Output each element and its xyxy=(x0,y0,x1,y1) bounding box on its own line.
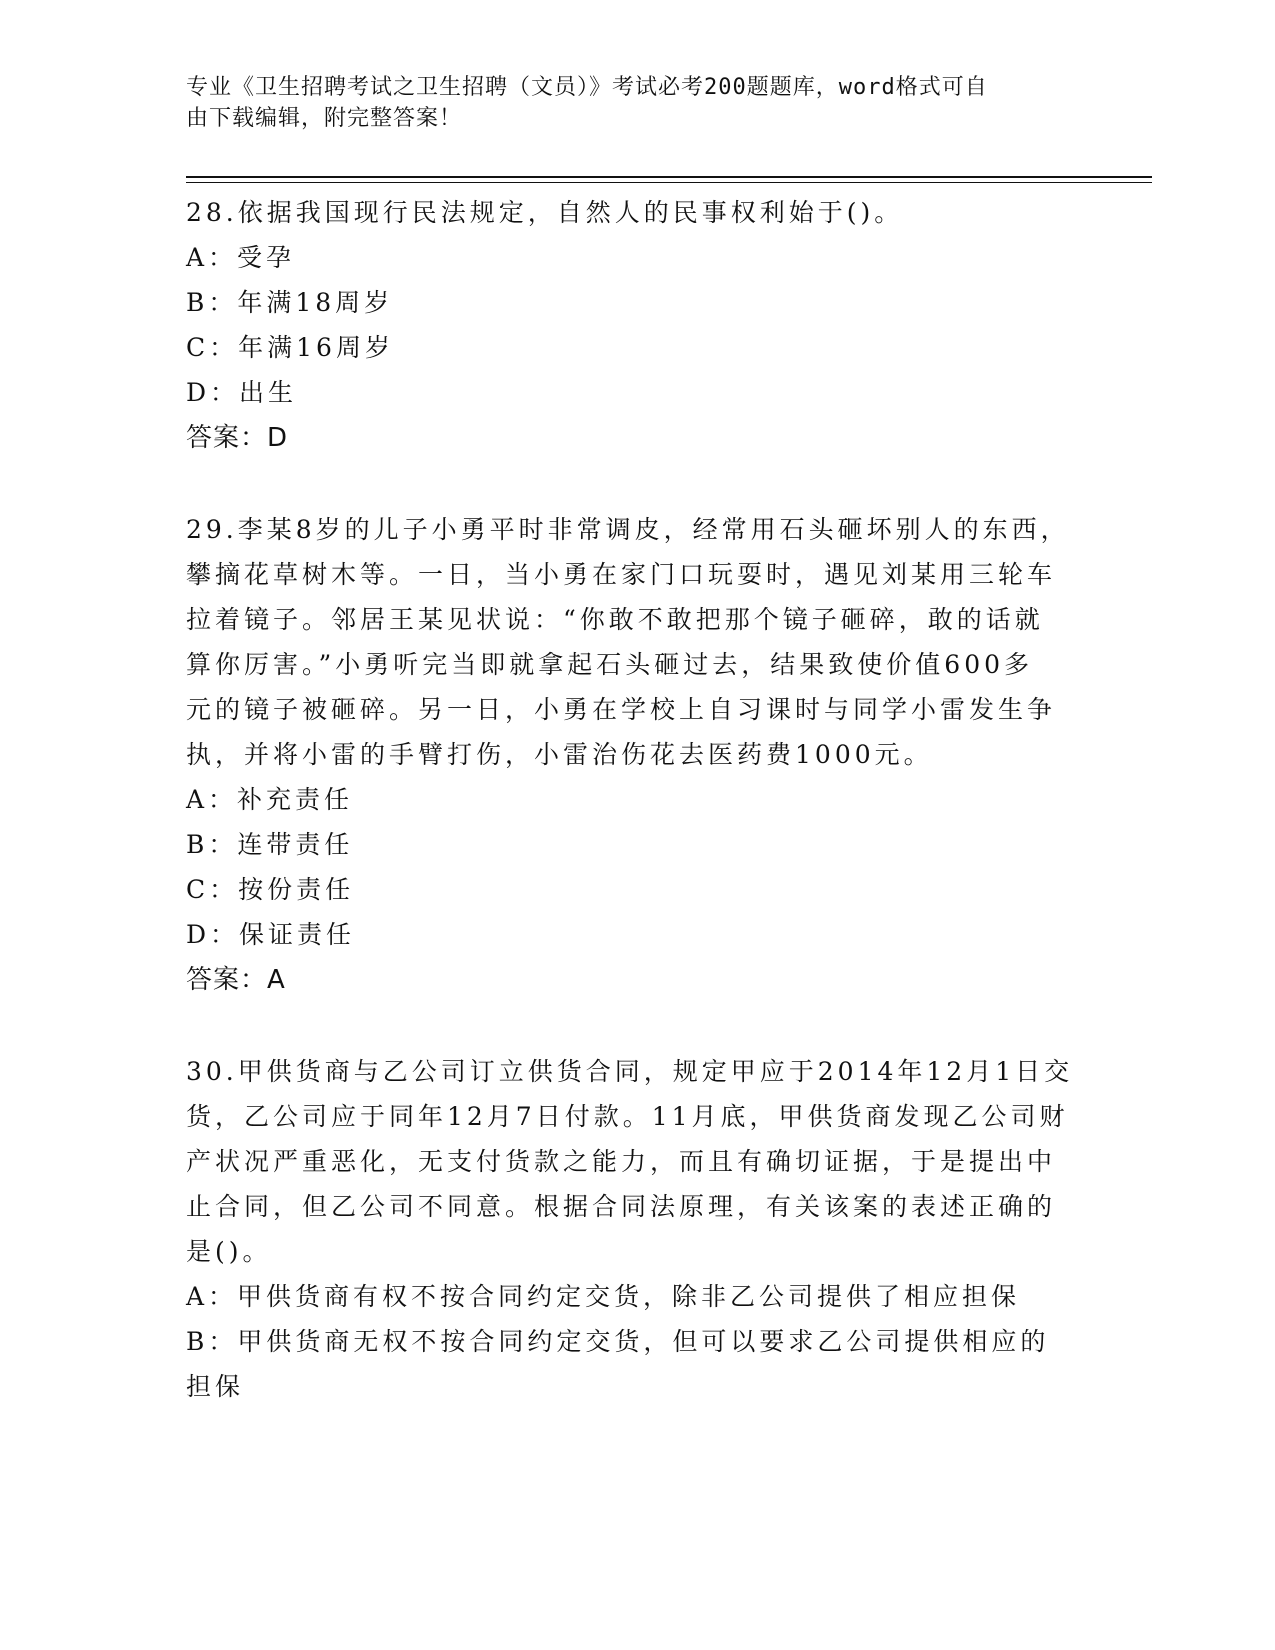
question-stem-line: 30.甲供货商与乙公司订立供货合同，规定甲应于2014年12月1日交 xyxy=(186,1057,1074,1086)
question-stem-line: 执，并将小雷的手臂打伤，小雷治伤花去医药费1000元。 xyxy=(186,740,933,769)
question-stem-line: 是()。 xyxy=(186,1237,272,1266)
question-stem-line: 29.李某8岁的儿子小勇平时非常调皮，经常用石头砸坏别人的东西， xyxy=(186,515,1070,544)
option-a: A：甲供货商有权不按合同约定交货，除非乙公司提供了相应担保 xyxy=(186,1282,1021,1311)
question-stem-line: 货，乙公司应于同年12月7日付款。11月底，甲供货商发现乙公司财 xyxy=(186,1102,1069,1131)
header-line-2: 由下载编辑，附完整答案！ xyxy=(186,106,463,131)
answer: 答案：A xyxy=(186,965,286,995)
question-stem: 28.依据我国现行民法规定，自然人的民事权利始于()。 xyxy=(186,198,904,227)
question-list xyxy=(186,190,1074,1455)
option-d: D：保证责任 xyxy=(186,920,356,949)
answer: 答案：D xyxy=(186,423,289,453)
option-c: C：按份责任 xyxy=(186,875,355,904)
question-28 xyxy=(186,190,1066,461)
option-d: D：出生 xyxy=(186,378,298,407)
header-divider-thin xyxy=(186,182,1152,183)
question-30 xyxy=(186,1049,1074,1409)
question-stem-line: 元的镜子被砸碎。另一日，小勇在学校上自习课时与同学小雷发生争 xyxy=(186,695,1057,724)
question-stem-line: 产状况严重恶化，无支付货款之能力，而且有确切证据，于是提出中 xyxy=(186,1147,1057,1176)
option-c: C：年满16周岁 xyxy=(186,333,394,362)
question-29 xyxy=(186,507,1070,1003)
document-header xyxy=(186,72,1056,134)
option-a: A：受孕 xyxy=(186,243,296,272)
header-line-1: 专业《卫生招聘考试之卫生招聘（文员）》考试必考200题题库，word格式可自 xyxy=(186,75,988,100)
option-a: A：补充责任 xyxy=(186,785,354,814)
header-divider-thick xyxy=(186,176,1152,178)
option-b: B：连带责任 xyxy=(186,830,354,859)
option-b: B：甲供货商无权不按合同约定交货，但可以要求乙公司提供相应的担保 xyxy=(186,1327,1050,1401)
question-stem-line: 算你厉害。”小勇听完当即就拿起石头砸过去，结果致使价值600多 xyxy=(186,650,1034,679)
option-b: B：年满18周岁 xyxy=(186,288,394,317)
question-stem-line: 攀摘花草树木等。一日，当小勇在家门口玩耍时，遇见刘某用三轮车 xyxy=(186,560,1057,589)
question-stem-line: 止合同，但乙公司不同意。根据合同法原理，有关该案的表述正确的 xyxy=(186,1192,1057,1221)
question-stem-line: 拉着镜子。邻居王某见状说：“你敢不敢把那个镜子砸碎，敢的话就 xyxy=(186,605,1044,634)
